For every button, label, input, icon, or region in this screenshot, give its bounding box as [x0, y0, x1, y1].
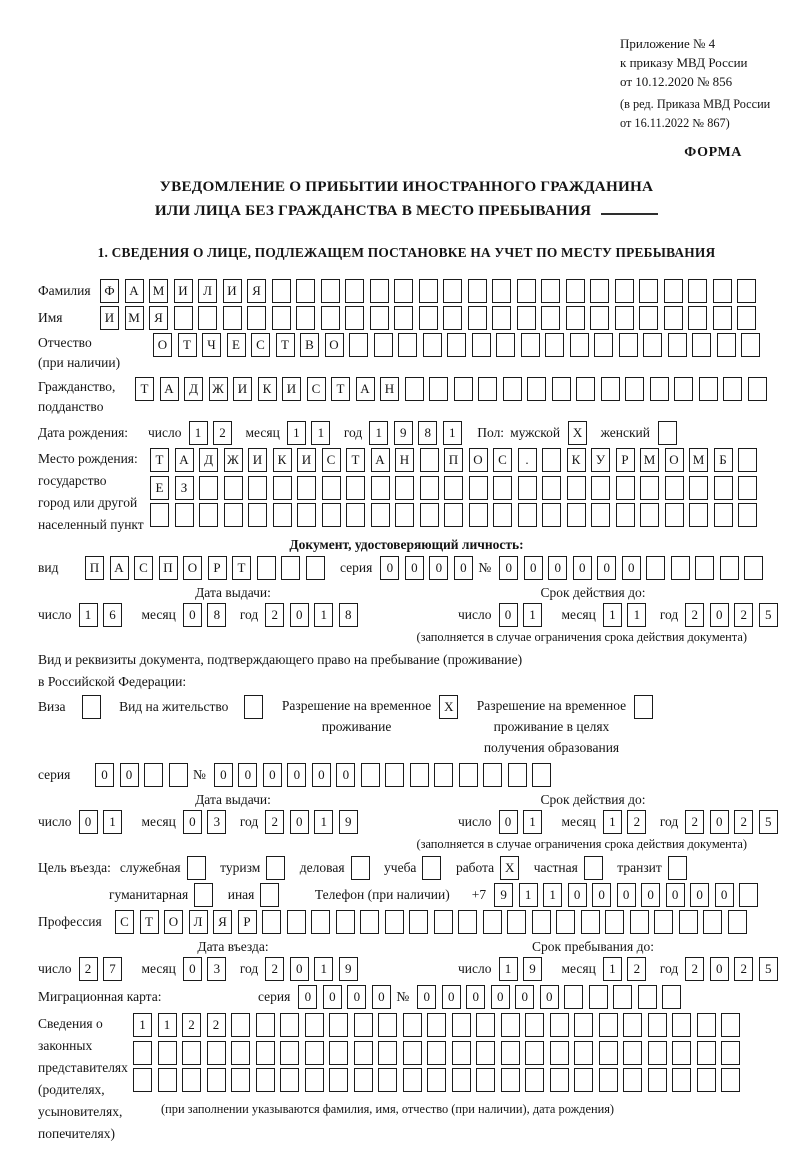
stay-day-cells[interactable]: 1 9 — [499, 957, 548, 981]
birth-year-cells[interactable]: 1 9 8 1 — [369, 421, 467, 445]
phone-prefix: +7 — [471, 887, 487, 902]
issue-date-header: Дата выдачи: — [195, 792, 271, 807]
entry-purpose-label: Цель въезда: — [38, 860, 111, 875]
appendix-line: от 10.12.2020 № 856 — [620, 74, 733, 89]
purpose-other-checkbox[interactable] — [260, 883, 285, 907]
doc-valid-month-cells[interactable]: 1 1 — [603, 603, 652, 627]
profession-cells[interactable]: С Т О Л Я Р — [115, 910, 752, 934]
entry-date-header: Дата въезда: — [197, 939, 269, 954]
series-label: серия — [38, 767, 71, 782]
purpose-study-checkbox[interactable] — [422, 856, 447, 880]
sex-label: Пол: — [477, 425, 505, 440]
purpose-official-checkbox[interactable] — [187, 856, 212, 880]
entry-month-cells[interactable]: 0 3 — [183, 957, 232, 981]
appendix-header — [620, 34, 775, 133]
doc-valid-year-cells[interactable]: 2 0 2 5 — [685, 603, 783, 627]
birth-place-cells-row2[interactable]: Е З — [150, 476, 763, 500]
entry-purpose-row1 — [38, 856, 775, 880]
name-cells[interactable]: И М Я — [100, 306, 762, 330]
number-sign: № — [396, 989, 410, 1004]
temp-residence-checkbox[interactable]: X — [439, 695, 464, 719]
purpose-work — [456, 856, 525, 880]
birth-place-label-line: Место рождения: — [38, 451, 138, 466]
form-title-line1: УВЕДОМЛЕНИЕ О ПРИБЫТИИ ИНОСТРАННОГО ГРАЖДАНИНА — [159, 178, 654, 195]
stay-month-cells[interactable]: 1 2 — [603, 957, 652, 981]
profession-row — [38, 910, 775, 934]
name-label: Имя — [38, 310, 63, 325]
birth-place-label-line: государство — [38, 473, 107, 488]
temp-residence-education-label — [477, 695, 626, 758]
number-sign: № — [193, 767, 206, 782]
year-label: год — [343, 425, 363, 440]
purpose-private-label: частная — [533, 860, 578, 875]
temp-residence-education-label-line: проживание в целях — [493, 719, 610, 734]
restriction-note: (заполняется в случае ограничения срока действия документа) — [416, 630, 747, 644]
series-label: серия — [258, 989, 291, 1004]
purpose-humanitarian — [109, 883, 219, 907]
migration-number-cells[interactable]: 0 0 0 0 0 0 — [417, 985, 687, 1009]
forma-label: ФОРМА — [684, 145, 742, 160]
issue-date-header: Дата выдачи: — [195, 585, 271, 600]
birth-day-cells[interactable]: 1 2 — [189, 421, 238, 445]
temp-residence-education-label-line: получения образования — [483, 740, 620, 755]
month-label: месяц — [141, 607, 176, 622]
temp-residence-label-line: проживание — [321, 719, 392, 734]
representatives-block — [38, 1013, 775, 1145]
representatives-cells-row1[interactable]: 1 1 2 2 — [133, 1013, 746, 1037]
patronymic-label-line2: (при наличии) — [38, 355, 121, 370]
doc-number-sign: № — [478, 560, 492, 575]
option-temp-residence — [282, 695, 464, 737]
month-label: месяц — [561, 814, 596, 829]
purpose-transit-label: транзит — [617, 860, 662, 875]
profession-label: Профессия — [38, 914, 102, 929]
sex-female-label: женский — [600, 425, 650, 440]
doc-valid-day-cells[interactable]: 0 1 — [499, 603, 548, 627]
migration-card-label: Миграционная карта: — [38, 989, 162, 1004]
doc-type-label: вид — [38, 560, 59, 575]
purpose-private-checkbox[interactable] — [584, 856, 609, 880]
residence-permit-checkbox[interactable] — [244, 695, 269, 719]
form-title-line2: ИЛИ ЛИЦА БЕЗ ГРАЖДАНСТВА В МЕСТО ПРЕБЫВАНИЯ — [154, 202, 592, 219]
year-label: год — [239, 607, 259, 622]
citizenship-row — [38, 377, 775, 417]
day-label: число — [458, 814, 492, 829]
temp-residence-label — [282, 695, 431, 737]
year-label: год — [239, 961, 259, 976]
residence-doc-dates-row — [38, 810, 775, 834]
birth-place-block — [38, 448, 775, 536]
month-label: месяц — [561, 961, 596, 976]
sex-female-checkbox[interactable] — [658, 421, 683, 445]
doc-number-cells[interactable]: 0 0 0 0 0 0 — [499, 556, 769, 580]
purpose-business-label: деловая — [299, 860, 345, 875]
purpose-official-label: служебная — [119, 860, 181, 875]
form-title — [38, 175, 775, 223]
residence-issue-day-cells[interactable]: 0 1 — [79, 810, 128, 834]
representatives-cells-row3[interactable] — [133, 1068, 746, 1092]
residence-doc-intro — [38, 649, 775, 693]
visa-checkbox[interactable] — [82, 695, 107, 719]
patronymic-cells[interactable]: О Т Ч Е С Т В О — [153, 333, 766, 357]
citizenship-label-line1: Гражданство, — [38, 379, 116, 394]
identity-doc-date-headers — [38, 583, 775, 602]
birth-place-label-line: населенный пункт — [38, 517, 144, 532]
residence-doc-date-headers — [38, 790, 775, 809]
purpose-tourism-checkbox[interactable] — [266, 856, 291, 880]
day-label: число — [458, 961, 492, 976]
restriction-note: (заполняется в случае ограничения срока действия документа) — [416, 837, 747, 851]
surname-label: Фамилия — [38, 283, 91, 298]
purpose-transit-checkbox[interactable] — [668, 856, 693, 880]
residence-issue-year-cells[interactable]: 2 0 1 9 — [265, 810, 363, 834]
identity-doc-row — [38, 556, 775, 580]
temp-residence-education-checkbox[interactable] — [634, 695, 659, 719]
month-label: месяц — [245, 425, 280, 440]
title-blank-line — [601, 213, 658, 215]
residence-issue-month-cells[interactable]: 0 3 — [183, 810, 232, 834]
stay-year-cells[interactable]: 2 0 2 5 — [685, 957, 783, 981]
doc-issue-year-cells[interactable]: 2 0 1 8 — [265, 603, 363, 627]
entry-date-headers — [38, 937, 775, 956]
doc-issue-day-cells[interactable]: 1 6 — [79, 603, 128, 627]
edition-line: (в ред. Приказа МВД России — [620, 97, 771, 111]
day-label: число — [38, 814, 72, 829]
birth-place-cells-row3[interactable] — [150, 503, 763, 527]
option-residence-permit — [119, 695, 269, 719]
edition-note — [620, 95, 775, 133]
year-label: год — [659, 607, 679, 622]
appendix-line: к приказу МВД России — [620, 55, 748, 70]
representatives-cells-row2[interactable] — [133, 1041, 746, 1065]
phone-cells[interactable]: 9 1 1 0 0 0 0 0 0 0 — [494, 883, 764, 907]
residence-doc-intro-line2: в Российской Федерации: — [38, 674, 187, 689]
representatives-label-line: усыновителях, — [38, 1104, 123, 1119]
residence-doc-options-row — [38, 695, 775, 758]
patronymic-row — [38, 333, 775, 373]
entry-purpose-row2 — [100, 883, 775, 907]
citizenship-label — [38, 377, 135, 417]
identity-doc-dates-row — [38, 603, 775, 627]
representatives-labels — [38, 1013, 133, 1145]
residence-doc-series-row — [38, 763, 775, 787]
birth-place-labels — [38, 448, 150, 536]
representatives-note: (при заполнении указываются фамилия, имя, отчество (при наличии), дата рождения) — [161, 1102, 615, 1116]
entry-dates-row — [38, 957, 775, 981]
residence-series-cells[interactable]: 0 0 — [95, 763, 193, 787]
representatives-label-line: представителях — [38, 1060, 128, 1075]
birth-place-cells-row1[interactable]: Т А Д Ж И К И С Т А Н П О С . К У Р М О М Б — [150, 448, 763, 472]
representatives-label-line: (родителях, — [38, 1082, 105, 1097]
representatives-label-line: попечителях) — [38, 1126, 115, 1141]
representatives-label-line: Сведения о — [38, 1016, 103, 1031]
migration-card-row — [38, 985, 775, 1009]
month-label: месяц — [141, 961, 176, 976]
temp-residence-label-line: Разрешение на временное — [281, 698, 432, 713]
visa-label: Виза — [38, 699, 66, 714]
purpose-study — [384, 856, 447, 880]
surname-row — [38, 279, 775, 303]
birth-date-row — [38, 421, 775, 445]
purpose-official — [120, 856, 211, 880]
patronymic-label — [38, 333, 153, 373]
purpose-business — [300, 856, 375, 880]
purpose-other-label: иная — [227, 887, 255, 902]
citizenship-cells[interactable]: Т А Д Ж И К И С Т А Н — [135, 377, 772, 401]
identity-doc-heading: Документ, удостоверяющий личность: — [289, 537, 524, 552]
citizenship-label-line2: подданство — [38, 399, 104, 414]
residence-valid-day-cells[interactable]: 0 1 — [499, 810, 548, 834]
residence-number-cells[interactable]: 0 0 0 0 0 0 — [214, 763, 557, 787]
stay-until-header: Срок пребывания до: — [532, 939, 654, 954]
purpose-work-checkbox[interactable]: X — [500, 856, 525, 880]
doc-series-cells[interactable]: 0 0 0 0 — [380, 556, 478, 580]
surname-cells[interactable]: Ф А М И Л И Я — [100, 279, 762, 303]
day-label: число — [148, 425, 182, 440]
appendix-line: Приложение № 4 — [620, 36, 716, 51]
purpose-transit — [617, 856, 692, 880]
residence-valid-month-cells[interactable]: 1 2 — [603, 810, 652, 834]
representatives-cells-column — [133, 1013, 746, 1118]
representatives-label-line: законных — [38, 1038, 93, 1053]
section1-heading: 1. СВЕДЕНИЯ О ЛИЦЕ, ПОДЛЕЖАЩЕМ ПОСТАНОВКЕ НА УЧЕТ ПО МЕСТУ ПРЕБЫВАНИЯ — [97, 245, 716, 260]
birth-place-label-line: город или другой — [38, 495, 138, 510]
doc-type-cells[interactable]: П А С П О Р Т — [85, 556, 330, 580]
purpose-humanitarian-label: гуманитарная — [109, 887, 189, 902]
sex-male-label: мужской — [510, 425, 561, 440]
entry-year-cells[interactable]: 2 0 1 9 — [265, 957, 363, 981]
purpose-private — [534, 856, 609, 880]
birth-month-cells[interactable]: 1 1 — [287, 421, 336, 445]
doc-issue-month-cells[interactable]: 0 8 — [183, 603, 232, 627]
doc-series-label: серия — [340, 560, 373, 575]
year-label: год — [659, 961, 679, 976]
sex-male-checkbox[interactable]: X — [568, 421, 593, 445]
purpose-work-label: работа — [455, 860, 495, 875]
migration-series-cells[interactable]: 0 0 0 0 — [298, 985, 396, 1009]
purpose-tourism-label: туризм — [220, 860, 261, 875]
patronymic-label-line1: Отчество — [38, 335, 92, 350]
birth-date-label: Дата рождения: — [38, 425, 129, 440]
month-label: месяц — [561, 607, 596, 622]
month-label: месяц — [141, 814, 176, 829]
residence-permit-label: Вид на жительство — [119, 699, 229, 714]
valid-until-header: Срок действия до: — [540, 792, 646, 807]
residence-doc-intro-line1: Вид и реквизиты документа, подтверждающего право на пребывание (проживание) — [38, 652, 523, 667]
temp-residence-education-label-line: Разрешение на временное — [476, 698, 627, 713]
valid-until-header: Срок действия до: — [540, 585, 646, 600]
edition-line: от 16.11.2022 № 867) — [620, 116, 730, 130]
day-label: число — [458, 607, 492, 622]
year-label: год — [659, 814, 679, 829]
purpose-humanitarian-checkbox[interactable] — [194, 883, 219, 907]
day-label: число — [38, 607, 72, 622]
entry-day-cells[interactable]: 2 7 — [79, 957, 128, 981]
purpose-study-label: учеба — [384, 860, 417, 875]
option-temp-residence-education — [477, 695, 659, 758]
residence-valid-year-cells[interactable]: 2 0 2 5 — [685, 810, 783, 834]
purpose-business-checkbox[interactable] — [351, 856, 376, 880]
day-label: число — [38, 961, 72, 976]
option-visa — [38, 695, 106, 719]
phone-label: Телефон (при наличии) — [314, 887, 450, 902]
birth-place-cells-column — [150, 448, 763, 531]
year-label: год — [239, 814, 259, 829]
purpose-tourism — [220, 856, 291, 880]
purpose-other — [228, 883, 285, 907]
name-row — [38, 306, 775, 330]
